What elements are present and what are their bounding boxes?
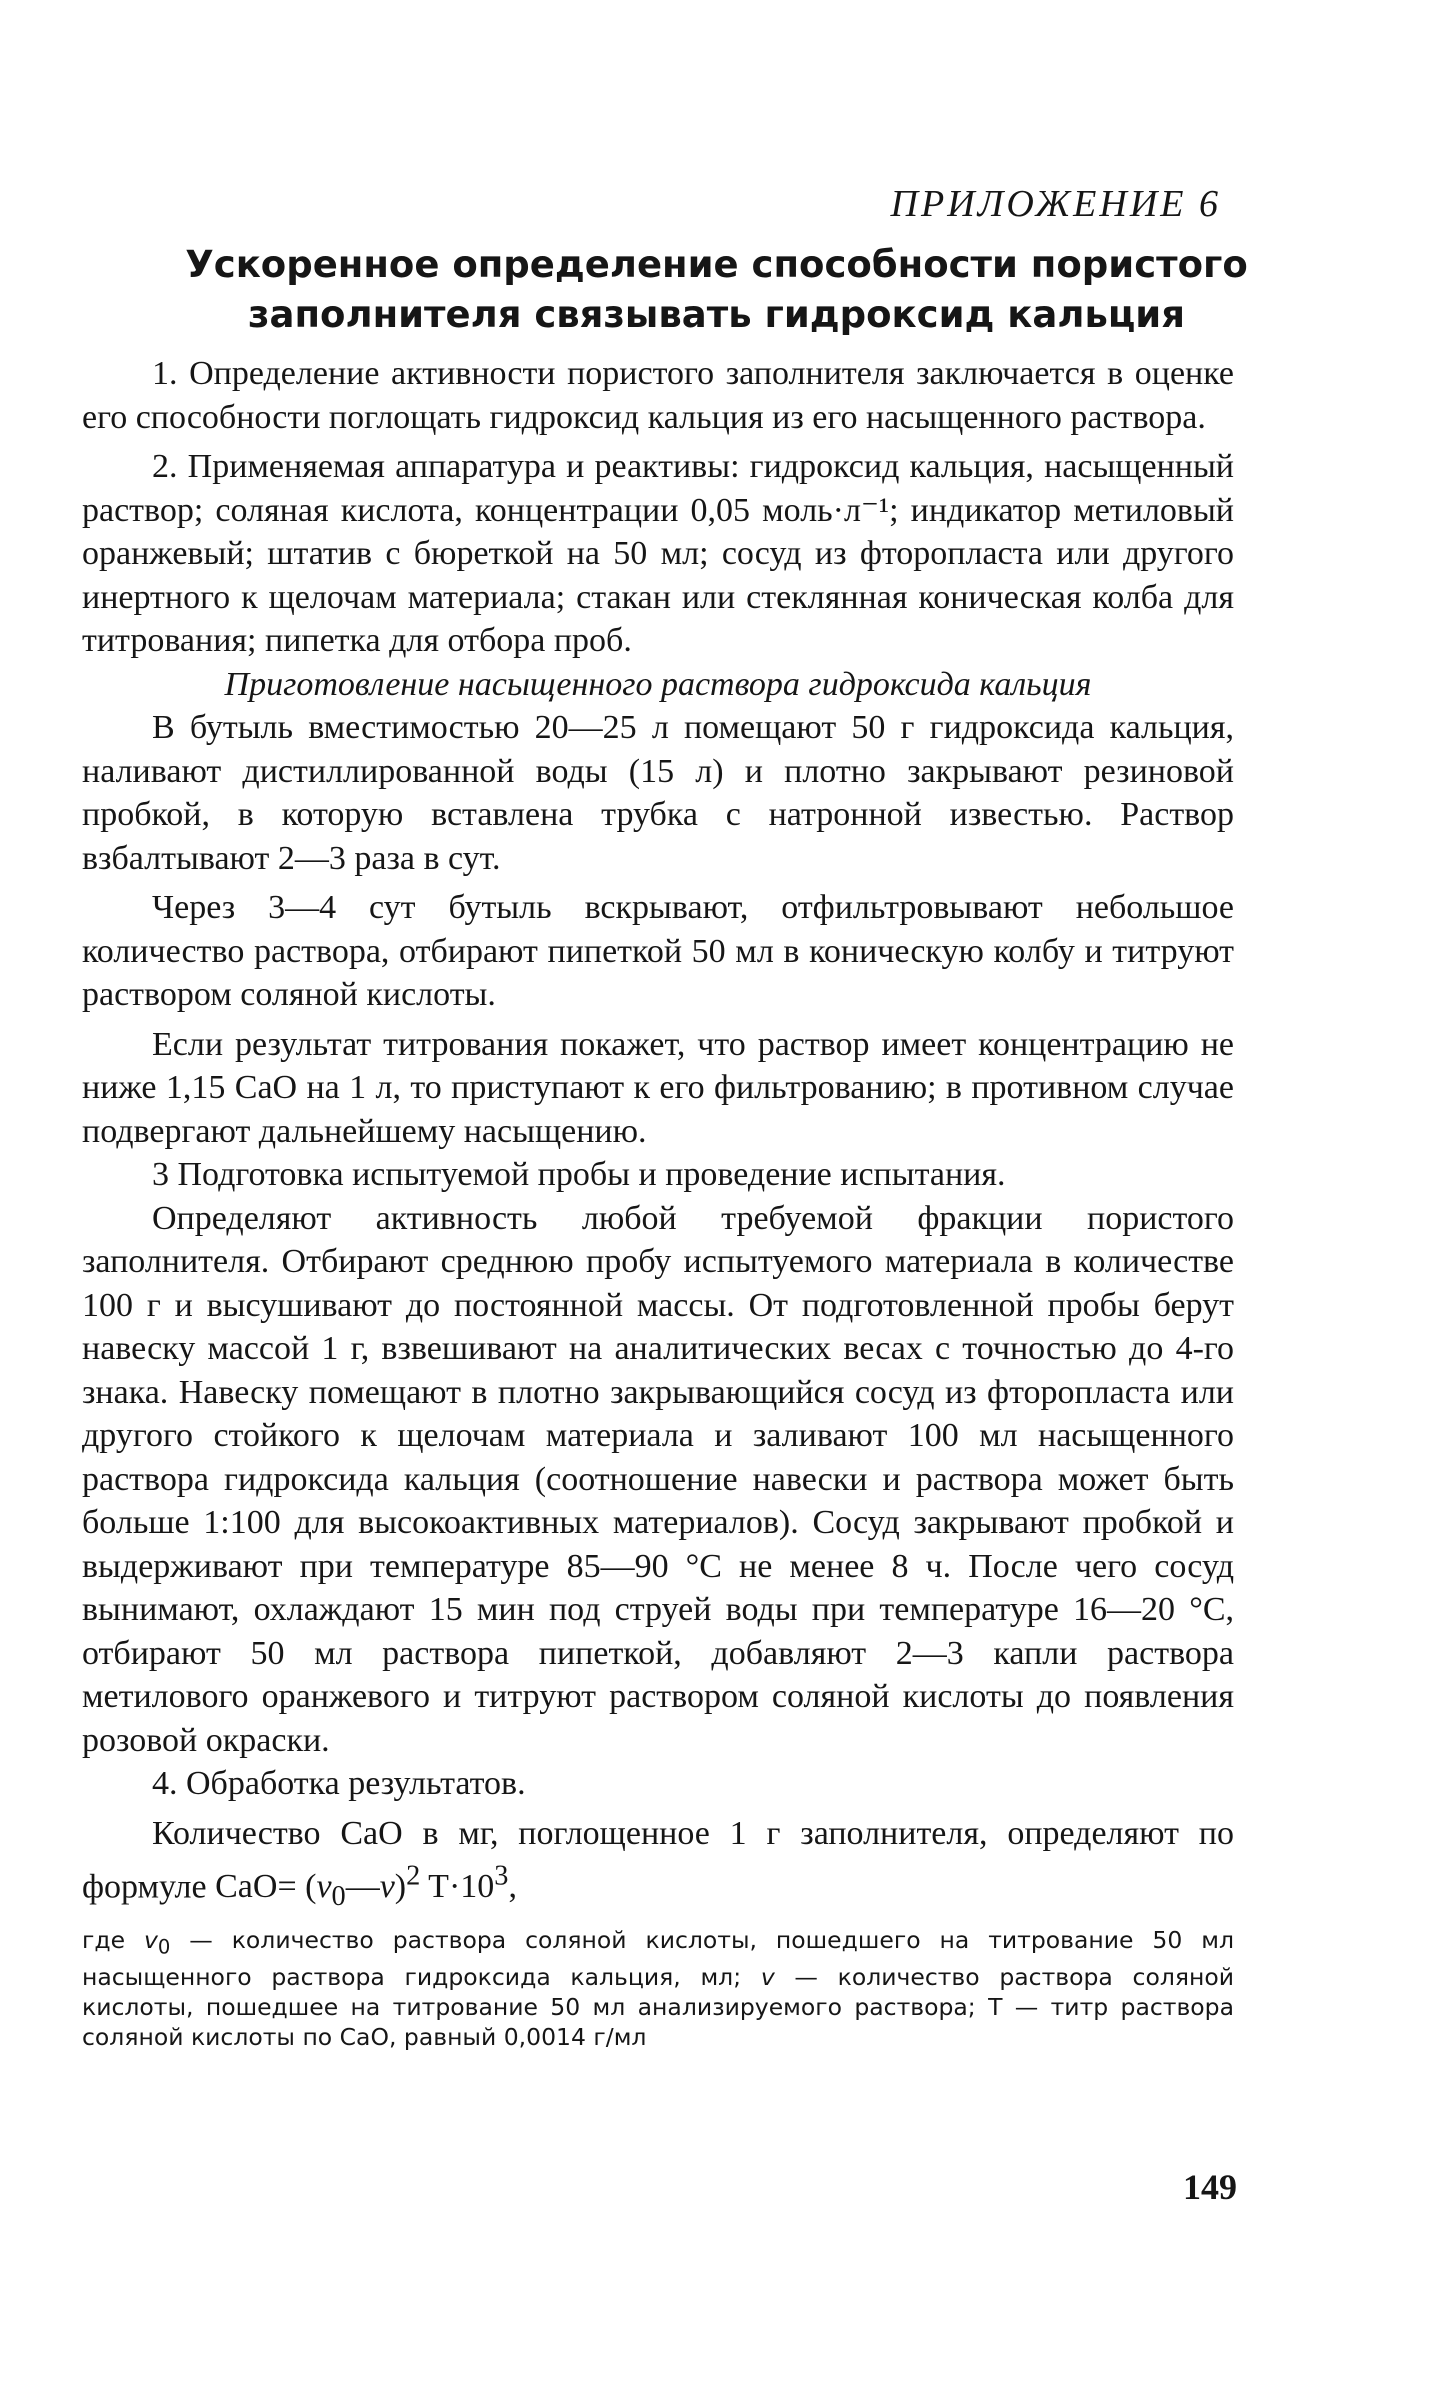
note-v: v — [760, 1963, 775, 1992]
body-text — [82, 352, 1234, 2052]
paragraph-9 — [82, 1812, 1234, 1919]
paragraph-5: Если результат титрования покажет, что раствор имеет концентрацию не ниже 1,15 CaO на 1 л, то приступают к его фильтрованию; в противном случае подвергают дальнейшему насыщению. — [82, 1025, 1234, 1150]
section-title — [0, 240, 1433, 340]
formula-intro: Количество CaO в мг, поглощенное 1 г заполнителя, определяют по формуле — [82, 1814, 1234, 1906]
paragraph-3: В бутыль вместимостью 20—25 л помещают 50 г гидроксида кальция, наливают дистиллированной воды (15 л) и плотно закрывают резиновой пробкой, в которую вставлена трубка с натронной известью. Раствор взбалтывают 2—3 раза в сут. — [82, 709, 1234, 877]
formula-rest: T·10 — [420, 1868, 495, 1906]
appendix-label: ПРИЛОЖЕНИЕ 6 — [890, 183, 1221, 225]
page-number: 149 — [1183, 2167, 1237, 2207]
title-line-1: Ускоренное определение способности пористого — [185, 243, 1248, 286]
paragraph-4: Через 3—4 сут бутыль вскрывают, отфильтровывают небольшое количество раствора, отбирают пипеткой 50 мл в коническую колбу и титруют раствором соляной кислоты. — [82, 889, 1234, 1013]
formula-lhs: CaO — [215, 1868, 278, 1906]
note-v0-sub: 0 — [157, 1935, 171, 1959]
title-line-2: заполнителя связывать гидроксид кальция — [248, 293, 1185, 336]
formula-v0: v — [316, 1868, 332, 1906]
paragraph-6: 3 Подготовка испытуемой пробы и проведение испытания. — [152, 1156, 1006, 1193]
formula-v: v — [379, 1868, 395, 1906]
formula-close: ) — [394, 1868, 407, 1906]
note-v0: v — [143, 1925, 158, 1954]
subheading: Приготовление насыщенного раствора гидроксида кальция — [224, 665, 1092, 703]
paragraph-2: 2. Применяемая аппаратура и реактивы: гидроксид кальция, насыщенный раствор; соляная кислота, концентрации 0,05 моль·л⁻¹; индикатор метиловый оранжевый; штатив с бюреткой на 50 мл; сосуд из фторопласта или другого инертного к щелочам материала; стакан или стеклянная коническая колба для титрования; пипетка для отбора проб. — [82, 448, 1234, 659]
formula-exponent: 3 — [494, 1861, 509, 1892]
formula-eq: = ( — [277, 1868, 317, 1906]
formula-v0-sub: 0 — [331, 1881, 346, 1913]
formula-square: 2 — [406, 1861, 421, 1892]
note-part-1: — количество раствора соляной кислоты, пошедшего на титрование 50 мл насыщенного раствора гидроксида кальция, мл; — [82, 1925, 1234, 1992]
paragraph-7: Определяют активность любой требуемой фракции пористого заполнителя. Отбирают среднюю пробу испытуемого материала в количестве 100 г и высушивают до постоянной массы. От подготовленной пробы берут навеску массой 1 г, взвешивают на аналитических весах с точностью до 4-го знака. Навеску помещают в плотно закрывающийся сосуд из фторопласта или другого стойкого к щелочам материала и заливают 100 мл насыщенного раствора гидроксида кальция (соотношение навески и раствора может быть больше 1:100 для высокоактивных материалов). Сосуд закрывают пробкой и выдерживают при температуре 85—90 °С не менее 8 ч. После чего сосуд вынимают, охлаждают 15 мин под струей воды при температуре 16—20 °С, отбирают 50 мл раствора пипеткой, добавляют 2—3 капли раствора метилового оранжевого и титруют раствором соляной кислоты до появления розовой окраски. — [82, 1199, 1234, 1759]
formula-dash: — — [345, 1868, 380, 1906]
formula-tail: , — [508, 1868, 517, 1906]
note-where: где — [82, 1925, 144, 1954]
note-part-2: — количество раствора соляной кислоты, пошедшее на титрование 50 мл анализируемого раствора; T — титр раствора соляной кислоты по CaO, равный 0,0014 г/мл — [82, 1963, 1234, 2052]
formula-note — [82, 1925, 1234, 2053]
paragraph-1: 1. Определение активности пористого заполнителя заключается в оценке его способности поглощать гидроксид кальция из его насыщенного раствора. — [82, 355, 1234, 436]
formula — [215, 1861, 517, 1913]
paragraph-8: 4. Обработка результатов. — [152, 1765, 526, 1802]
